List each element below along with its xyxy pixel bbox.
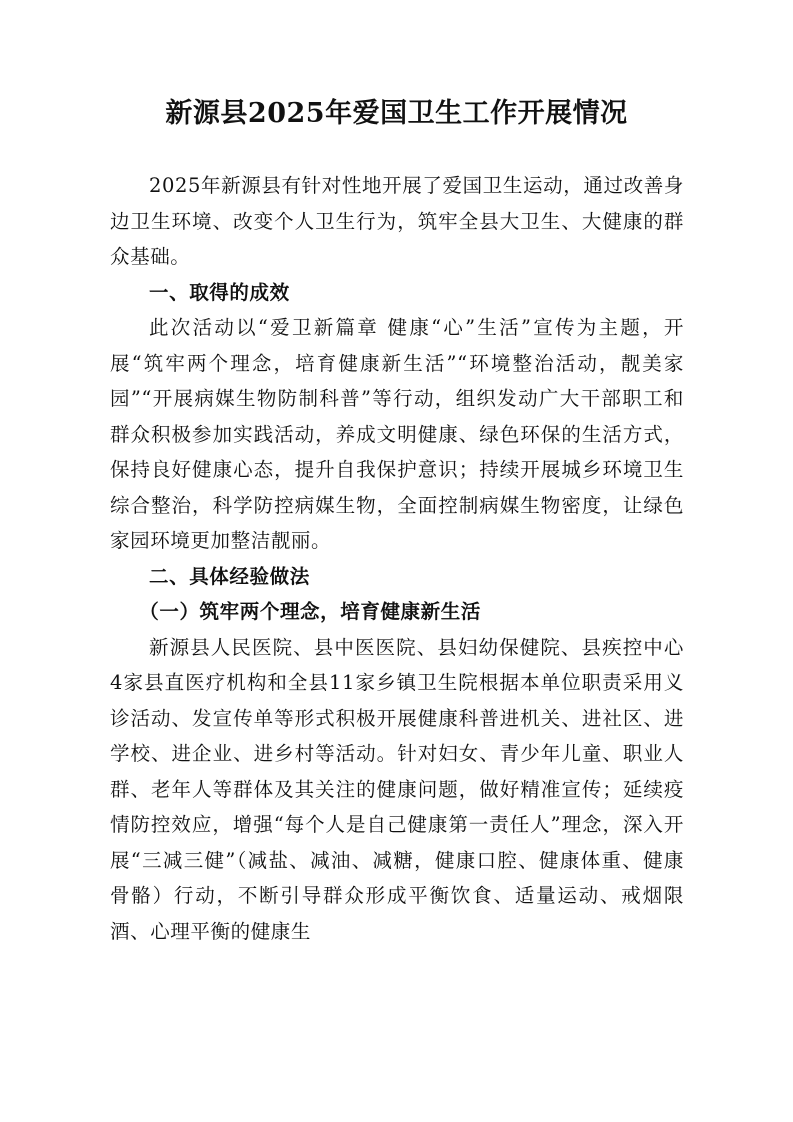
section-heading-practices: 二、具体经验做法 [149,564,310,588]
section-heading-achievements: 一、取得的成效 [149,280,290,304]
document-title: 新源县2025年爱国卫生工作开展情况 [165,98,628,129]
intro-paragraph: 2025年新源县有针对性地开展了爱国卫生运动，通过改善身边卫生环境、改变个人卫生行为，筑牢全县大卫生、大健康的群众基础。 [110,174,684,268]
two-concepts-paragraph: 新源县人民医院、县中医医院、县妇幼保健院、县疾控中心4家县直医疗机构和全县11家乡镇卫生院根据本单位职责采用义诊活动、发宣传单等形式积极开展健康科普进机关、进社区、进学校、进企业、进乡村等活动。针对妇女、青少年儿童、职业人群、老年人等群体及其关注的健康问题，做好精准宣传；延续疫情防控效应，增强“每个人是自己健康第一责任人”理念，深入开展“三减三健”（减盐、减油、减糖，健康口腔、健康体重、健康骨骼）行动，不断引导群众形成平衡饮食、适量运动、戒烟限酒、心理平衡的健康生 [110,635,684,943]
subsection-heading-two-concepts: （一）筑牢两个理念，培育健康新生活 [139,600,481,623]
document-body [110,168,684,949]
achievements-paragraph: 此次活动以“爱卫新篇章 健康“心”生活”宣传为主题，开展“筑牢两个理念，培育健康新生活”“环境整治活动，靓美家园”“开展病媒生物防制科普”等行动，组织发动广大干部职工和群众积极参加实践活动，养成文明健康、绿色环保的生活方式，保持良好健康心态，提升自我保护意识；持续开展城乡环境卫生综合整治，科学防控病媒生物，全面控制病媒生物密度，让绿色家园环境更加整洁靓丽。 [110,316,684,552]
